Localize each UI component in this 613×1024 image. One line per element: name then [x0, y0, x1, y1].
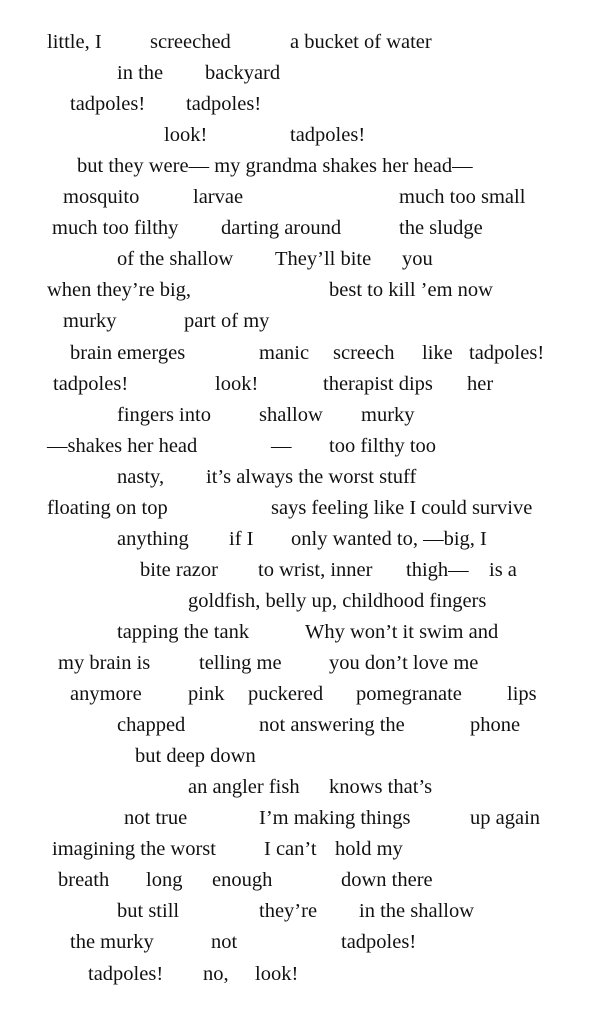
poem-fragment: my brain is [58, 652, 151, 674]
poem-fragment: bite razor [140, 558, 218, 581]
poem-fragment: knows that’s [329, 776, 433, 799]
poem-line [0, 834, 613, 865]
poem-fragment: like [422, 341, 453, 364]
poem-line [0, 772, 613, 803]
poem-fragment: best to kill ’em now [329, 279, 493, 302]
poem-fragment: a bucket of water [290, 31, 432, 53]
poem-fragment: when they’re big, [47, 279, 192, 302]
poem-fragment: I can’t [264, 838, 317, 861]
poem-line [0, 306, 613, 337]
poem-fragment: it’s always the worst stuff [206, 465, 417, 488]
poem-line [0, 586, 613, 617]
poem-fragment: you [402, 248, 433, 271]
poem-fragment: up again [470, 807, 541, 830]
poem-fragment: in the [117, 62, 164, 85]
poem-line [0, 524, 613, 555]
poem-fragment: manic [259, 341, 310, 364]
poem-fragment: hold my [335, 838, 403, 861]
poem-fragment: long [146, 869, 183, 892]
poem-fragment: floating on top [47, 496, 168, 519]
poem-fragment: if I [229, 527, 254, 550]
poem-fragment: look! [164, 124, 208, 147]
poem-line [0, 182, 613, 213]
poem-fragment: I’m making things [259, 807, 411, 830]
poem-fragment: anymore [70, 683, 142, 706]
poem-fragment: chapped [117, 714, 186, 737]
poem-fragment: therapist dips [323, 372, 433, 395]
poem-fragment: tadpoles! [53, 372, 129, 395]
poem-fragment: the sludge [399, 217, 483, 240]
poem-fragment: brain emerges [70, 341, 186, 364]
poem-fragment: screech [333, 341, 395, 364]
poem-fragment: tadpoles! [341, 931, 417, 954]
poem-line [0, 865, 613, 896]
poem-fragment: tadpoles! [186, 93, 262, 116]
poem-line [0, 369, 613, 400]
poem-fragment: little, I [47, 31, 102, 53]
poem-fragment: murky [63, 310, 117, 333]
poem-fragment: tadpoles! [88, 962, 164, 985]
poem-fragment: darting around [221, 217, 342, 240]
poem-line [0, 431, 613, 462]
poem-fragment: nasty, [117, 465, 165, 488]
poem-fragment: pink [188, 683, 225, 706]
poem-fragment: in the shallow [359, 900, 475, 923]
poem-fragment: tadpoles! [290, 124, 366, 147]
poem-fragment: tadpoles! [70, 93, 146, 116]
poem-fragment: backyard [205, 62, 281, 85]
poem-line [0, 648, 613, 679]
poem-fragment: of the shallow [117, 248, 234, 271]
poem-fragment: no, [203, 962, 229, 985]
poem-fragment: tadpoles! [469, 341, 545, 364]
poem-line [0, 27, 613, 58]
poem-line [0, 710, 613, 741]
poem-fragment: but deep down [135, 745, 256, 768]
poem-line [0, 493, 613, 524]
poem-fragment: murky [361, 403, 415, 426]
poem-fragment: phone [470, 714, 521, 737]
poem-fragment: much too small [399, 186, 526, 209]
poem-fragment: — [271, 434, 292, 457]
poem-line [0, 803, 613, 834]
poem-fragment: look! [255, 962, 299, 985]
poem-fragment: they’re [259, 900, 318, 923]
poem-line [0, 120, 613, 151]
poem-line [0, 679, 613, 710]
poem-fragment: her [467, 372, 494, 395]
poem-line [0, 275, 613, 306]
poem-line [0, 213, 613, 244]
poem-fragment: screeched [150, 31, 231, 53]
poem-line [0, 896, 613, 927]
poem-fragment: only wanted to, —big, I [291, 527, 487, 550]
poem-fragment: tapping the tank [117, 620, 250, 643]
poem-fragment: imagining the worst [52, 838, 216, 861]
poem-fragment: look! [215, 372, 259, 395]
poem-fragment: anything [117, 527, 189, 550]
poem-line [0, 58, 613, 89]
poem-fragment: They’ll bite [275, 248, 372, 271]
poem-fragment: shallow [259, 403, 323, 426]
poem-fragment: goldfish, belly up, childhood fingers [188, 589, 487, 612]
poem-fragment: but still [117, 900, 180, 923]
poem-fragment: lips [507, 683, 537, 706]
poem-fragment: down there [341, 869, 433, 892]
poem-line [0, 462, 613, 493]
poem-line [0, 959, 613, 990]
poem-fragment: not answering the [259, 714, 405, 737]
poem-fragment: but they were— my grandma shakes her head— [77, 155, 473, 178]
poem-fragment: you don’t love me [329, 652, 479, 674]
poem-line [0, 338, 613, 369]
poem-fragment: mosquito [63, 186, 140, 209]
poem-fragment: the murky [70, 931, 154, 954]
poem-fragment: pomegranate [356, 683, 462, 706]
poem-fragment: —shakes her head [47, 434, 198, 457]
poem-fragment: says feeling like I could survive [271, 496, 533, 519]
poem-fragment: not [211, 931, 238, 954]
poem-fragment: not true [124, 807, 188, 830]
poem-fragment: part of my [184, 310, 270, 333]
poem-fragment: Why won’t it swim and [305, 620, 499, 643]
poem-line [0, 555, 613, 586]
poem-fragment: fingers into [117, 403, 211, 426]
poem-fragment: to wrist, inner [258, 558, 373, 581]
poem-line [0, 151, 613, 182]
poem-fragment: thigh— [406, 558, 469, 581]
poem-fragment: telling me [199, 652, 282, 674]
poem-fragment: is a [489, 558, 517, 581]
poem-fragment: an angler fish [188, 776, 300, 799]
poem-fragment: enough [212, 869, 273, 892]
poem-fragment: puckered [248, 683, 324, 706]
poem-fragment: too filthy too [329, 434, 437, 457]
poem-fragment: breath [58, 869, 110, 892]
poem-line [0, 89, 613, 120]
poem-line [0, 617, 613, 648]
poem-line [0, 244, 613, 275]
poem-fragment: larvae [193, 186, 244, 209]
poem-fragment: much too filthy [52, 217, 179, 240]
poem-line [0, 927, 613, 958]
poem-line [0, 400, 613, 431]
poem-line [0, 741, 613, 772]
